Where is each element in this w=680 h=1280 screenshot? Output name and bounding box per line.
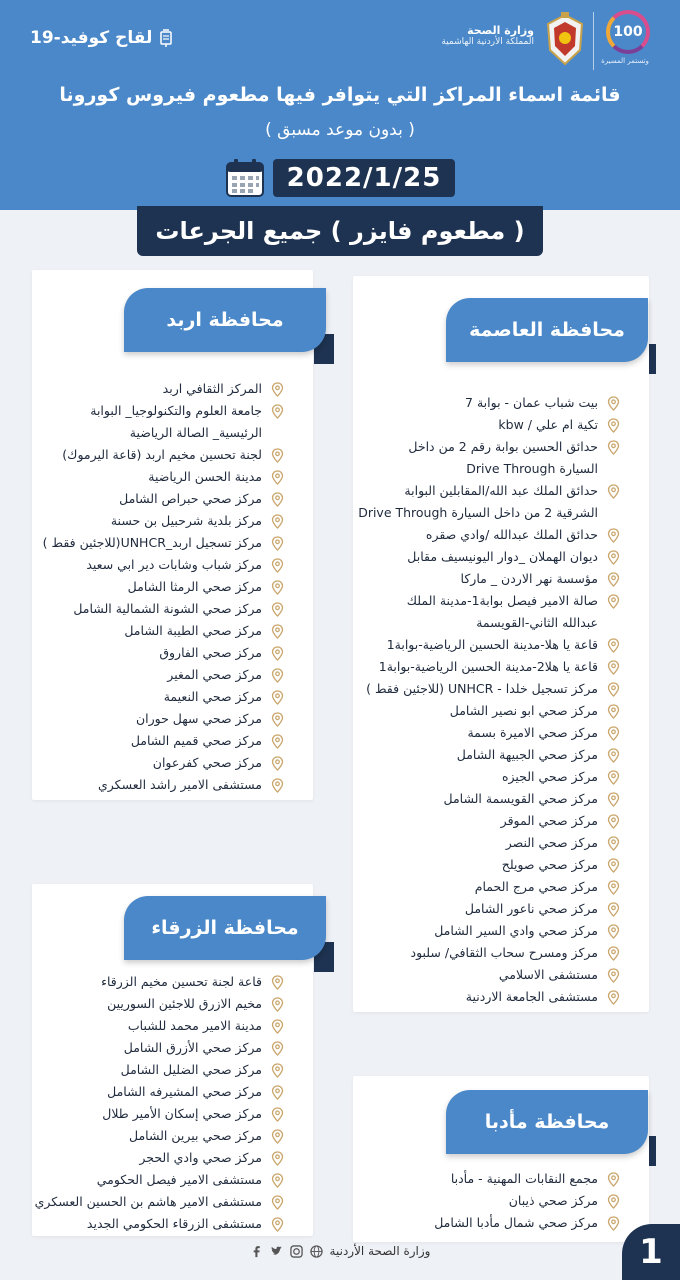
centennial-tag: وتستمر المسيرة [601, 57, 649, 65]
location-pin-icon [271, 1107, 284, 1122]
ministry-subname: المملكة الأردنية الهاشمية [441, 37, 534, 47]
capital-list-item [350, 480, 620, 502]
capital-list-item [350, 810, 620, 832]
location-pin-icon [607, 1194, 620, 1209]
location-pin-icon [607, 594, 620, 609]
capital-list-item [350, 392, 620, 414]
zarqa-list-item [14, 993, 284, 1015]
capital-list-item [350, 546, 620, 568]
zarqa-list-item [14, 1015, 284, 1037]
zarqa-item-label: مخيم الازرق للاجئين السوريين [107, 996, 262, 1011]
location-pin-icon [607, 836, 620, 851]
location-pin-icon [607, 946, 620, 961]
zarqa-item-label: مدينة الامير محمد للشباب [127, 1018, 262, 1033]
location-pin-icon [607, 528, 620, 543]
irbid-item-label: مركز صحي سهل حوران [135, 711, 262, 726]
irbid-heading: محافظة اربد [124, 288, 326, 352]
capital-list-item [350, 722, 620, 744]
ministry-name: وزارة الصحة [467, 24, 534, 37]
irbid-list-item [24, 774, 284, 796]
zarqa-item-label: مركز صحي المشيرفه الشامل [107, 1084, 262, 1099]
capital-list-item [350, 414, 620, 436]
location-pin-icon [607, 814, 620, 829]
location-pin-icon [607, 1216, 620, 1231]
zarqa-item-label: قاعة لجنة تحسين مخيم الزرقاء [101, 974, 262, 989]
capital-item-label: مركز تسجيل خلدا - UNHCR (للاجئين فقط ) [366, 681, 598, 696]
location-pin-icon [271, 778, 284, 793]
madaba-item-label: مجمع النقابات المهنية - مأدبا [450, 1171, 598, 1186]
location-pin-icon [271, 1195, 284, 1210]
location-pin-icon [271, 492, 284, 507]
location-pin-icon [607, 418, 620, 433]
zarqa-list-item [14, 1125, 284, 1147]
irbid-item-label: الرئيسية_ الصالة الرياضية [129, 425, 262, 440]
location-pin-icon [607, 880, 620, 895]
twitter-icon[interactable] [270, 1244, 284, 1258]
capital-list-item [350, 700, 620, 722]
centennial-logo [600, 10, 650, 72]
zarqa-list [14, 971, 284, 1235]
irbid-item-label: مركز صحي الطيبة الشامل [124, 623, 262, 638]
irbid-item-label: جامعة العلوم والتكنولوجيا_ البوابة [90, 403, 262, 418]
zarqa-list-item [14, 1103, 284, 1125]
irbid-item-label: مركز شباب وشابات دير ابي سعيد [86, 557, 262, 572]
syringe-icon [158, 29, 174, 47]
location-pin-icon [607, 968, 620, 983]
location-pin-icon [607, 704, 620, 719]
location-pin-icon [607, 792, 620, 807]
location-pin-icon [607, 902, 620, 917]
vaccine-label [30, 28, 174, 48]
capital-item-label: حدائق الملك عبدالله /وادي صقره [425, 527, 598, 542]
irbid-item-label: مركز صحي قميم الشامل [130, 733, 262, 748]
capital-item-label: السيارة Drive Through [466, 461, 598, 476]
date-badge: 2022/1/25 [273, 159, 456, 197]
header-banner [0, 0, 680, 210]
location-pin-icon [607, 748, 620, 763]
irbid-list-item [24, 554, 284, 576]
capital-list-item [350, 920, 620, 942]
capital-list-item [350, 986, 620, 1008]
location-pin-icon [607, 990, 620, 1005]
location-pin-icon [607, 396, 620, 411]
logo-divider [593, 12, 594, 70]
capital-list-item [350, 854, 620, 876]
location-pin-icon [607, 682, 620, 697]
instagram-icon[interactable] [290, 1244, 304, 1258]
madaba-item-label: مركز صحي شمال مأدبا الشامل [434, 1215, 598, 1230]
irbid-item-label: مركز صحي الفاروق [159, 645, 262, 660]
capital-list-item [350, 634, 620, 656]
capital-item-label: مركز صحي الاميرة بسمة [467, 725, 598, 740]
madaba-list-item [350, 1212, 620, 1234]
capital-item-label: مركز صحي الموقر [500, 813, 598, 828]
vaccine-label-text: لقاح كوفيد-19 [30, 28, 153, 48]
capital-item-label: مركز صحي ناعور الشامل [464, 901, 598, 916]
irbid-list-item [24, 664, 284, 686]
zarqa-item-label: مستشفى الزرقاء الحكومي الجديد [86, 1216, 262, 1231]
capital-item-label: عبدالله الثاني-القويسمة [476, 615, 598, 630]
irbid-item-label: مركز صحي النعيمة [163, 689, 262, 704]
location-pin-icon [271, 1019, 284, 1034]
irbid-list-item [24, 444, 284, 466]
capital-item-label: مركز صحي ابو نصير الشامل [449, 703, 598, 718]
irbid-item-label: مركز تسجيل اربد_UNHCR(للاجئين فقط ) [42, 535, 262, 550]
irbid-item-label: لجنة تحسين مخيم اربد (قاعة اليرموك) [62, 447, 262, 462]
capital-item-label: مركز صحي وادي السير الشامل [434, 923, 598, 938]
facebook-icon[interactable] [250, 1244, 264, 1258]
capital-list-item [350, 744, 620, 766]
centennial-ring [606, 10, 650, 54]
irbid-item-label: مدينة الحسن الرياضية [148, 469, 262, 484]
irbid-list-item [24, 620, 284, 642]
irbid-list-item [24, 466, 284, 488]
calendar-icon [225, 158, 265, 198]
irbid-list-item [24, 576, 284, 598]
madaba-list-item [350, 1190, 620, 1212]
irbid-list-item [24, 532, 284, 554]
location-pin-icon [271, 624, 284, 639]
capital-item-label: مؤسسة نهر الاردن _ ماركا [460, 571, 598, 586]
capital-list-item [350, 898, 620, 920]
capital-list-item [350, 502, 620, 524]
page-title: قائمة اسماء المراكز التي يتوافر فيها مطعوم فيروس كورونا [59, 84, 621, 106]
footer-text: وزارة الصحة الأردنية [329, 1244, 431, 1258]
location-pin-icon [271, 382, 284, 397]
capital-list-item [350, 656, 620, 678]
location-pin-icon [271, 997, 284, 1012]
location-pin-icon [271, 404, 284, 419]
zarqa-list-item [14, 1213, 284, 1235]
capital-list-item [350, 458, 620, 480]
zarqa-list-item [14, 1081, 284, 1103]
capital-item-label: صالة الامير فيصل بوابة1-مدينة الملك [406, 593, 598, 608]
location-pin-icon [271, 1041, 284, 1056]
location-pin-icon [271, 448, 284, 463]
capital-item-label: مركز صحي الجيزه [501, 769, 598, 784]
irbid-item-label: مركز صحي المغير [167, 667, 262, 682]
capital-item-label: تكية ام علي / kbw [498, 417, 598, 432]
capital-list-item [350, 832, 620, 854]
capital-list-item [350, 876, 620, 898]
zarqa-item-label: مستشفى الامير هاشم بن الحسين العسكري [34, 1194, 262, 1209]
irbid-list-item [24, 378, 284, 400]
page-number: 1 [622, 1224, 680, 1280]
capital-list-item [350, 568, 620, 590]
location-pin-icon [271, 1151, 284, 1166]
globe-icon[interactable] [310, 1244, 324, 1258]
location-pin-icon [271, 536, 284, 551]
zarqa-list-item [14, 1191, 284, 1213]
location-pin-icon [607, 440, 620, 455]
location-pin-icon [271, 975, 284, 990]
location-pin-icon [607, 484, 620, 499]
location-pin-icon [271, 1217, 284, 1232]
capital-list-item [350, 964, 620, 986]
zarqa-list-item [14, 1147, 284, 1169]
capital-item-label: مركز صحي النصر [505, 835, 598, 850]
capital-list-item [350, 524, 620, 546]
capital-list-item [350, 612, 620, 634]
irbid-item-label: مركز صحي الشونة الشمالية الشامل [73, 601, 262, 616]
location-pin-icon [607, 1172, 620, 1187]
capital-item-label: قاعة يا هلا2-مدينة الحسين الرياضية-بوابة1 [378, 659, 598, 674]
irbid-list [24, 378, 284, 796]
coat-of-arms-icon [542, 12, 588, 68]
centennial-number: 100 [613, 24, 643, 40]
zarqa-item-label: مركز صحي وادي الحجر [139, 1150, 262, 1165]
irbid-list-item [24, 686, 284, 708]
capital-list-item [350, 942, 620, 964]
location-pin-icon [271, 668, 284, 683]
irbid-item-label: مركز صحي الرمثا الشامل [127, 579, 262, 594]
page-subtitle: ( بدون موعد مسبق ) [265, 120, 415, 140]
location-pin-icon [271, 580, 284, 595]
irbid-list-item [24, 488, 284, 510]
location-pin-icon [607, 660, 620, 675]
location-pin-icon [607, 550, 620, 565]
location-pin-icon [271, 712, 284, 727]
capital-list-item [350, 766, 620, 788]
irbid-list-item [24, 730, 284, 752]
capital-item-label: بيت شباب عمان - بوابة 7 [465, 395, 598, 410]
irbid-item-label: مركز صحي حبراص الشامل [119, 491, 262, 506]
location-pin-icon [607, 924, 620, 939]
madaba-list [350, 1168, 620, 1234]
zarqa-list-item [14, 971, 284, 993]
irbid-item-label: مستشفى الامير راشد العسكري [98, 777, 262, 792]
irbid-item-label: المركز الثقافي اربد [162, 381, 262, 396]
capital-item-label: مركز صحي مرج الحمام [474, 879, 598, 894]
location-pin-icon [607, 638, 620, 653]
irbid-list-item [24, 708, 284, 730]
capital-item-label: الشرقية 2 من داخل السيارة Drive Through [358, 505, 598, 520]
irbid-item-label: مركز صحي كفرعوان [152, 755, 262, 770]
irbid-list-item [24, 752, 284, 774]
zarqa-heading: محافظة الزرقاء [124, 896, 326, 960]
location-pin-icon [271, 756, 284, 771]
location-pin-icon [271, 602, 284, 617]
top-strip [0, 0, 680, 82]
location-pin-icon [271, 1129, 284, 1144]
location-pin-icon [271, 470, 284, 485]
irbid-list-item [24, 400, 284, 422]
zarqa-item-label: مركز صحي بيرين الشامل [128, 1128, 262, 1143]
capital-list-item [350, 788, 620, 810]
capital-item-label: مركز صحي صويلح [501, 857, 598, 872]
madaba-list-item [350, 1168, 620, 1190]
capital-item-label: حدائق الملك عبد الله/المقابلين البوابة [404, 483, 598, 498]
location-pin-icon [271, 646, 284, 661]
madaba-heading: محافظة مأدبا [446, 1090, 648, 1154]
zarqa-list-item [14, 1169, 284, 1191]
location-pin-icon [271, 1085, 284, 1100]
capital-item-label: مستشفى الاسلامي [498, 967, 598, 982]
location-pin-icon [607, 770, 620, 785]
zarqa-item-label: مركز صحي إسكان الأمير طلال [102, 1106, 262, 1121]
capital-item-label: ديوان الهملان _دوار اليونيسيف مقابل [407, 549, 598, 564]
location-pin-icon [271, 690, 284, 705]
capital-item-label: مركز صحي القويسمة الشامل [443, 791, 598, 806]
irbid-list-item [24, 642, 284, 664]
zarqa-item-label: مركز صحي الأزرق الشامل [123, 1040, 262, 1055]
capital-list-item [350, 436, 620, 458]
location-pin-icon [607, 858, 620, 873]
date-row [0, 158, 680, 198]
capital-item-label: مستشفى الجامعة الاردنية [465, 989, 598, 1004]
location-pin-icon [271, 734, 284, 749]
location-pin-icon [271, 558, 284, 573]
irbid-list-item [24, 598, 284, 620]
capital-list-item [350, 678, 620, 700]
footer [0, 1244, 680, 1258]
zarqa-list-item [14, 1059, 284, 1081]
location-pin-icon [271, 1063, 284, 1078]
capital-item-label: مركز صحي الجبيهة الشامل [456, 747, 598, 762]
vaccine-type-banner: ( مطعوم فايزر ) جميع الجرعات [137, 206, 543, 256]
zarqa-item-label: مستشفى الامير فيصل الحكومي [96, 1172, 262, 1187]
capital-heading: محافظة العاصمة [446, 298, 648, 362]
capital-list-item [350, 590, 620, 612]
zarqa-item-label: مركز صحي الضليل الشامل [120, 1062, 262, 1077]
capital-item-label: مركز ومسرح سحاب الثقافي/ سلبود [410, 945, 598, 960]
location-pin-icon [271, 514, 284, 529]
capital-item-label: قاعة يا هلا-مدينة الحسين الرياضية-بوابة1 [386, 637, 598, 652]
irbid-list-item [24, 422, 284, 444]
location-pin-icon [271, 1173, 284, 1188]
location-pin-icon [607, 572, 620, 587]
location-pin-icon [607, 726, 620, 741]
zarqa-list-item [14, 1037, 284, 1059]
capital-list [350, 392, 620, 1008]
madaba-item-label: مركز صحي ذيبان [508, 1193, 598, 1208]
irbid-list-item [24, 510, 284, 532]
irbid-item-label: مركز بلدية شرحبيل بن حسنة [110, 513, 262, 528]
ministry-name-block [441, 24, 534, 47]
capital-item-label: حدائق الحسين بوابة رقم 2 من داخل [408, 439, 598, 454]
